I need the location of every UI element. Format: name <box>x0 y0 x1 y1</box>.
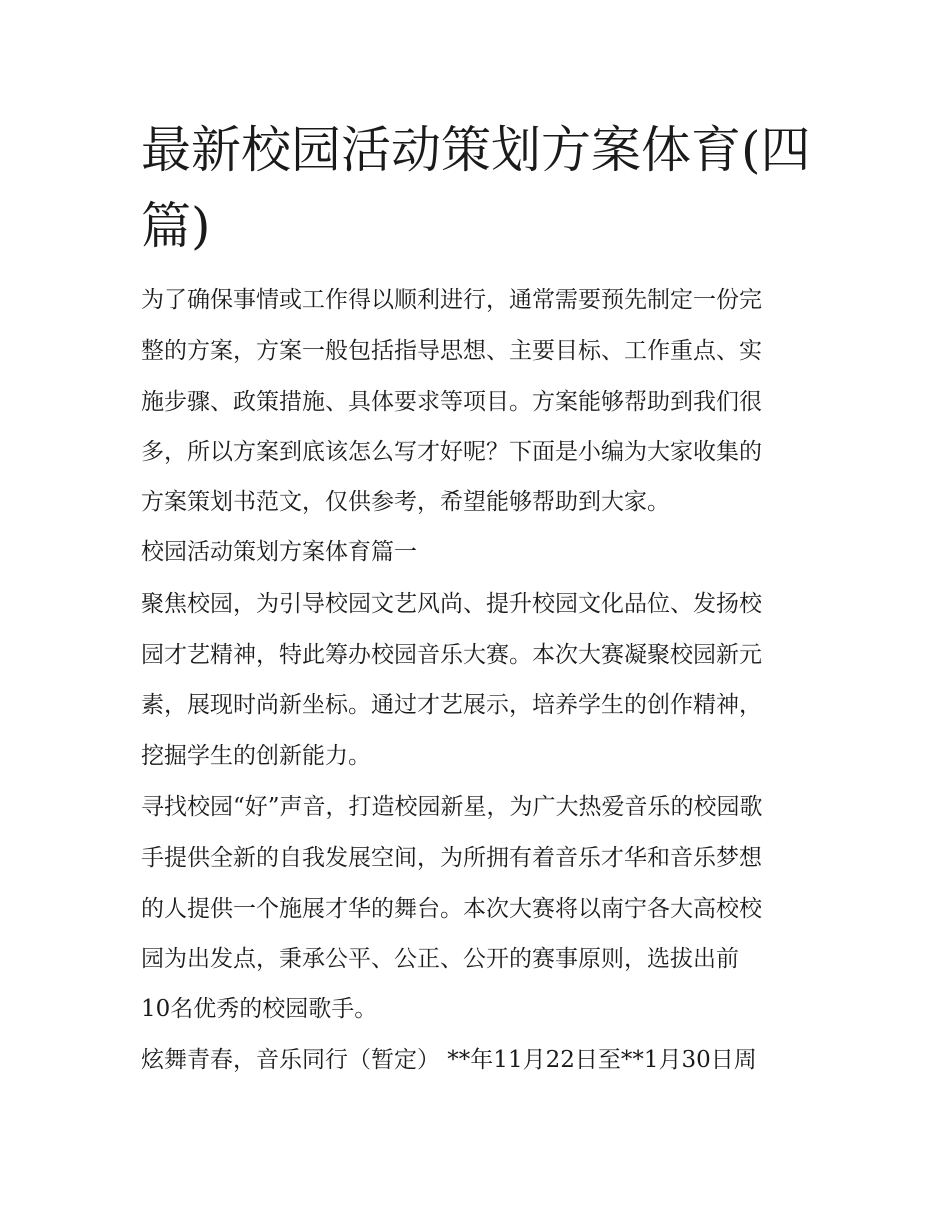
document-title: 最新校园活动策划方案体育(四篇) <box>141 121 811 255</box>
body-line: 10名优秀的校园歌手。 <box>141 996 378 1022</box>
body-line: 炫舞青春，音乐同行（暂定） **年11月22日至**1月30日周 <box>141 1047 757 1073</box>
body-line: 的人提供一个施展才华的舞台。本次大赛将以南宁各大高校校 <box>141 896 762 922</box>
body-line: 方案策划书范文，仅供参考，希望能够帮助到大家。 <box>141 489 670 515</box>
body-line: 手提供全新的自我发展空间，为所拥有着音乐才华和音乐梦想 <box>141 845 762 871</box>
body-line: 挖掘学生的创新能力。 <box>141 743 371 769</box>
section-heading: 校园活动策划方案体育篇一 <box>141 539 417 565</box>
body-line: 素，展现时尚新坐标。通过才艺展示，培养学生的创作精神， <box>141 692 762 718</box>
body-line: 寻找校园“好”声音，打造校园新星，为广大热爱音乐的校园歌 <box>141 794 763 820</box>
body-line: 施步骤、政策措施、具体要求等项目。方案能够帮助到我们很 <box>141 389 762 415</box>
body-line: 整的方案，方案一般包括指导思想、主要目标、工作重点、实 <box>141 338 762 364</box>
body-line: 多，所以方案到底该怎么写才好呢？下面是小编为大家收集的 <box>141 439 762 465</box>
body-line: 园为出发点，秉承公平、公正、公开的赛事原则，选拔出前 <box>141 946 739 972</box>
body-line: 聚焦校园，为引导校园文艺风尚、提升校园文化品位、发扬校 <box>141 591 762 617</box>
body-line: 园才艺精神，特此筹办校园音乐大赛。本次大赛凝聚校园新元 <box>141 642 762 668</box>
body-line: 为了确保事情或工作得以顺利进行，通常需要预先制定一份完 <box>141 287 762 313</box>
